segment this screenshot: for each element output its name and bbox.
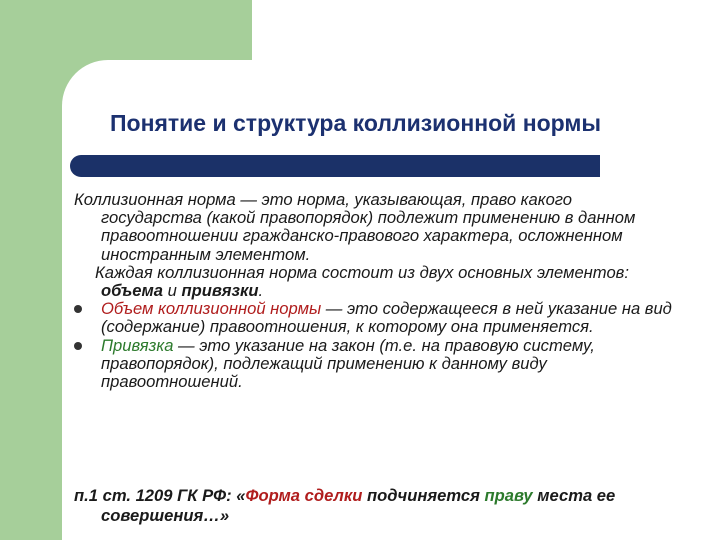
- definition-paragraph: [74, 191, 674, 264]
- bullet-dot-icon: [74, 342, 82, 350]
- structure-paragraph: [74, 264, 674, 300]
- bullet-item-binding: [74, 337, 674, 392]
- structure-conj: и: [163, 281, 182, 301]
- structure-text: Каждая коллизионная норма состоит из двух основных элементов:: [95, 262, 629, 282]
- bullet-volume-term: Объем коллизионной нормы: [101, 299, 322, 319]
- citation-rest: места ее совершения…»: [101, 486, 616, 525]
- definition-text: — это норма, указывающая, право какого государства (какой правопорядок) подлежит применению в данном правоотношении гражданско-правового характера, осложненном иностранным элементом.: [101, 190, 636, 264]
- structure-end: .: [258, 281, 264, 301]
- definition-term: Коллизионная норма: [74, 190, 236, 209]
- citation-law: праву: [484, 486, 533, 505]
- citation-paragraph: [74, 486, 701, 526]
- structure-elem-volume: объема: [101, 281, 164, 301]
- slide-title: Понятие и структура коллизионной нормы: [110, 110, 602, 136]
- slide-body: [74, 191, 674, 391]
- structure-elem-binding: привязки: [181, 281, 259, 301]
- bullet-volume-text: — это содержащееся в ней указание на вид (содержание) правоотношения, к которому она применяется.: [101, 299, 672, 337]
- title-underline-bar: [70, 155, 600, 177]
- bullet-item-volume: [74, 300, 674, 336]
- bullet-dot-icon: [74, 305, 82, 313]
- bullet-binding-text: — это указание на закон (т.е. на правовую систему, правопорядок), подлежащий применению к данному виду правоотношений.: [101, 335, 595, 392]
- citation-form: Форма сделки: [245, 486, 363, 505]
- citation-prefix: п.1 ст. 1209 ГК РФ: «: [74, 486, 246, 505]
- citation-middle: подчиняется: [362, 486, 485, 505]
- bullet-binding-term: Привязка: [101, 335, 174, 355]
